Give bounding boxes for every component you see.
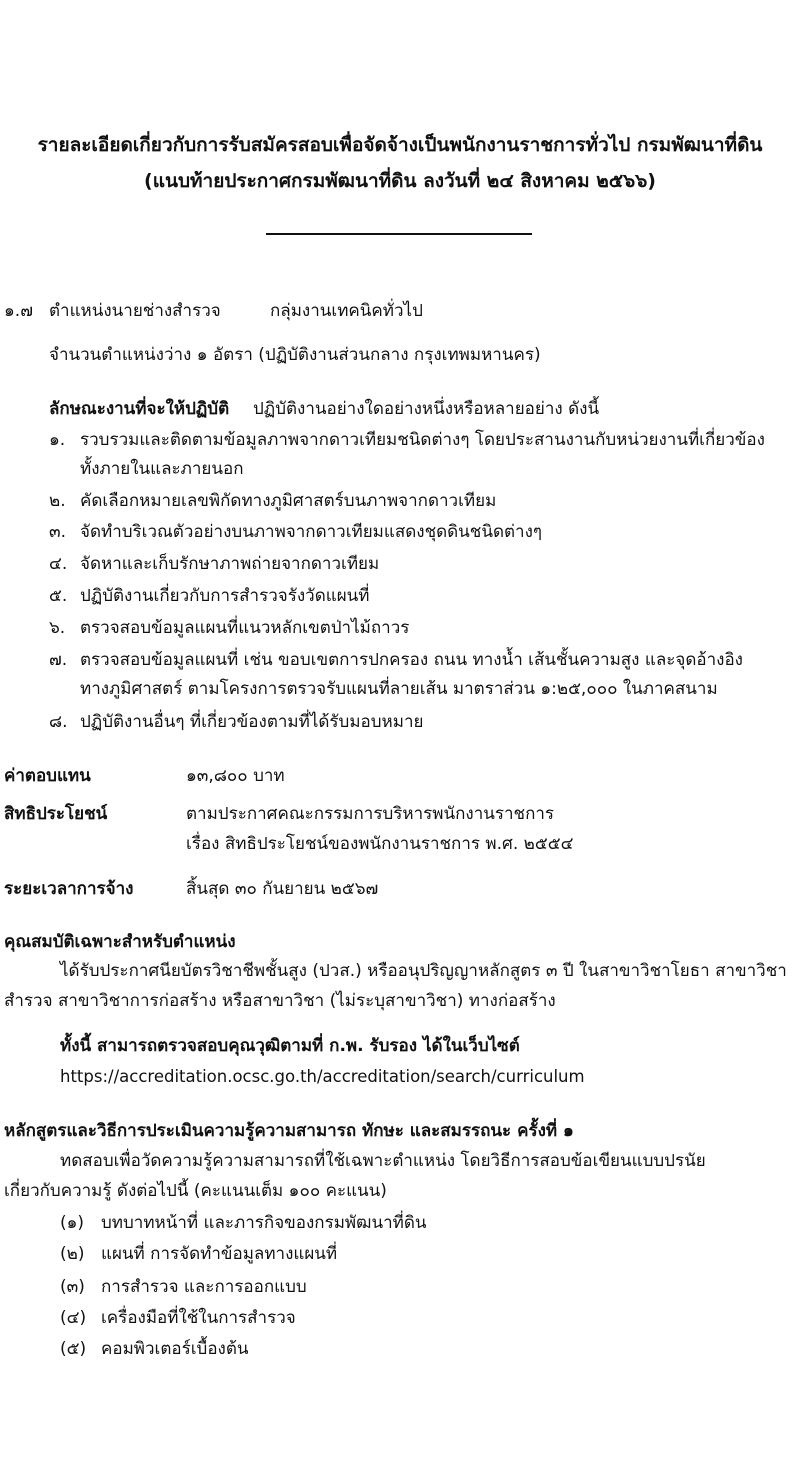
title-divider [266, 233, 532, 235]
qualifications-text: ได้รับประกาศนียบัตรวิชาชีพชั้นสูง (ปวส.) หรืออนุปริญญาหลักสูตร ๓ ปี ในสาขาวิชาโยธา สาขาวิชา [60, 961, 787, 981]
assessment-item-number: (๑) [60, 1213, 85, 1233]
duty-number: ๔. [49, 554, 68, 574]
vacancy-text: จำนวนตำแหน่งว่าง ๑ อัตรา (ปฏิบัติงานส่วนกลาง กรุงเทพมหานคร) [49, 345, 541, 365]
assessment-item-number: (๔) [60, 1308, 87, 1328]
qualifications-heading: คุณสมบัติเฉพาะสำหรับตำแหน่ง [4, 932, 236, 952]
assessment-item-text: เครื่องมือที่ใช้ในการสำรวจ [101, 1308, 296, 1328]
assessment-item-text: คอมพิวเตอร์เบื้องต้น [101, 1339, 249, 1359]
duty-number: ๑. [49, 430, 66, 450]
assessment-item-text: แผนที่ การจัดทำข้อมูลทางแผนที่ [101, 1244, 338, 1264]
duty-number: ๘. [49, 712, 68, 732]
duration-label: ระยะเวลาการจ้าง [4, 879, 134, 899]
duty-number: ๓. [49, 522, 67, 542]
duty-number: ๕. [49, 586, 68, 606]
qualifications-note: ทั้งนี้ สามารถตรวจสอบคุณวุฒิตามที่ ก.พ. รับรอง ได้ในเว็บไซต์ [60, 1036, 520, 1056]
position-group: กลุ่มงานเทคนิคทั่วไป [270, 301, 423, 321]
benefits-line: เรื่อง สิทธิประโยชน์ของพนักงานราชการ พ.ศ. ๒๕๕๔ [186, 834, 574, 854]
duty-text: ปฏิบัติงานอื่นๆ ที่เกี่ยวข้องตามที่ได้รับมอบหมาย [80, 712, 424, 732]
duty-text: ตรวจสอบข้อมูลแผนที่แนวหลักเขตป่าไม้ถาวร [80, 618, 410, 638]
duty-text: จัดทำบริเวณตัวอย่างบนภาพจากดาวเทียมแสดงชุดดินชนิดต่างๆ [80, 522, 543, 542]
benefits-line: ตามประกาศคณะกรรมการบริหารพนักงานราชการ [186, 804, 555, 824]
compensation-label: ค่าตอบแทน [4, 766, 91, 786]
duty-text: ทางภูมิศาสตร์ ตามโครงการตรวจรับแผนที่ลายเส้น มาตราส่วน ๑:๒๕,๐๐๐ ในภาคสนาม [80, 679, 718, 699]
duties-intro: ปฏิบัติงานอย่างใดอย่างหนึ่งหรือหลายอย่าง ดังนี้ [253, 399, 600, 419]
qualifications-text: สำรวจ สาขาวิชาการก่อสร้าง หรือสาขาวิชา (ไม่ระบุสาขาวิชา) ทางก่อสร้าง [4, 991, 556, 1011]
duty-number: ๗. [49, 650, 68, 670]
assessment-item-number: (๓) [60, 1277, 85, 1297]
assessment-item-text: บทบาทหน้าที่ และภารกิจของกรมพัฒนาที่ดิน [101, 1213, 427, 1233]
assessment-heading: หลักสูตรและวิธีการประเมินความรู้ความสามารถ ทักษะ และสมรรถนะ ครั้งที่ ๑ [4, 1121, 574, 1141]
position-number: ๑.๗ [4, 301, 33, 321]
accreditation-link[interactable]: https://accreditation.ocsc.go.th/accreditation/search/curriculum [60, 1067, 585, 1086]
duty-number: ๖. [49, 618, 66, 638]
assessment-text: ทดสอบเพื่อวัดความรู้ความสามารถที่ใช้เฉพาะตำแหน่ง โดยวิธีการสอบข้อเขียนแบบปรนัย [60, 1151, 706, 1171]
position-name: ตำแหน่งนายช่างสำรวจ [49, 301, 221, 321]
assessment-item-number: (๒) [60, 1244, 85, 1264]
duties-heading: ลักษณะงานที่จะให้ปฏิบัติ [49, 399, 230, 419]
duty-text: รวบรวมและติดตามข้อมูลภาพจากดาวเทียมชนิดต่างๆ โดยประสานงานกับหน่วยงานที่เกี่ยวข้อง [80, 430, 765, 450]
duty-number: ๒. [49, 491, 66, 511]
duty-text: ทั้งภายในและภายนอก [80, 459, 244, 479]
duration-value: สิ้นสุด ๓๐ กันยายน ๒๕๖๗ [186, 879, 379, 899]
assessment-item-text: การสำรวจ และการออกแบบ [101, 1277, 307, 1297]
duty-text: ปฏิบัติงานเกี่ยวกับการสำรวจรังวัดแผนที่ [80, 586, 370, 606]
page-title: รายละเอียดเกี่ยวกับการรับสมัครสอบเพื่อจัดจ้างเป็นพนักงานราชการทั่วไป กรมพัฒนาที่ดิน [37, 134, 763, 156]
assessment-text: เกี่ยวกับความรู้ ดังต่อไปนี้ (คะแนนเต็ม ๑๐๐ คะแนน) [4, 1181, 387, 1201]
duty-text: คัดเลือกหมายเลขพิกัดทางภูมิศาสตร์บนภาพจากดาวเทียม [80, 491, 497, 511]
page-subtitle: (แนบท้ายประกาศกรมพัฒนาที่ดิน ลงวันที่ ๒๔ สิงหาคม ๒๕๖๖) [144, 170, 656, 192]
benefits-label: สิทธิประโยชน์ [4, 804, 108, 824]
assessment-item-number: (๕) [60, 1339, 87, 1359]
duty-text: จัดหาและเก็บรักษาภาพถ่ายจากดาวเทียม [80, 554, 380, 574]
duty-text: ตรวจสอบข้อมูลแผนที่ เช่น ขอบเขตการปกครอง ถนน ทางน้ำ เส้นชั้นความสูง และจุดอ้างอิง [80, 650, 743, 670]
compensation-value: ๑๓,๘๐๐ บาท [186, 766, 285, 786]
